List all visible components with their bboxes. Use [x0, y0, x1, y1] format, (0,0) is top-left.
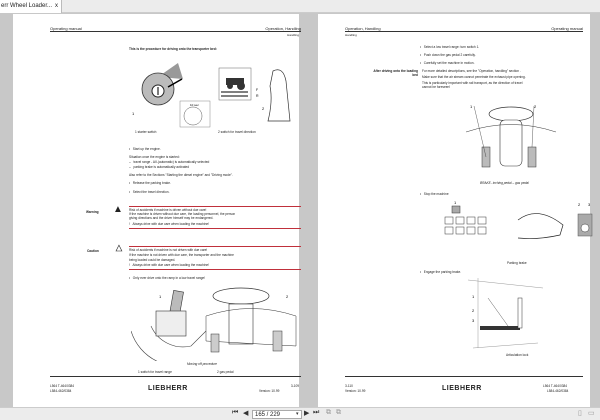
- divider: [129, 269, 301, 270]
- articulation-lock-illustration: [468, 278, 548, 350]
- chevron-down-icon[interactable]: ▾: [296, 411, 299, 417]
- first-page-icon[interactable]: ⏮: [232, 409, 239, 416]
- divider: [129, 206, 301, 207]
- page-left: [13, 14, 299, 407]
- svg-text:1: 1: [454, 200, 457, 205]
- caution-text: Risk of accidents if machine is not driven with due care!: [129, 248, 208, 252]
- version: Version: 10.99: [259, 389, 280, 393]
- step-text: Also refer to the Sections "Starting the diesel engine" and "Driving mode".: [129, 173, 233, 177]
- footer-model: L584-462/0384: [547, 389, 569, 393]
- header-left: Operation, Handling: [345, 26, 381, 31]
- bullet: • Push down the gas pedal 2 carefully.: [420, 53, 476, 57]
- warning-icon: ▲: [113, 204, 123, 215]
- header-right: Operation, Handling: [265, 26, 301, 31]
- viewer-toolbar: [0, 407, 600, 420]
- header-sub: Handling: [287, 33, 299, 37]
- fig-caption: 2 switch for travel direction: [218, 130, 256, 134]
- divider: [129, 228, 301, 229]
- para-text: This is particularly important with rail transport, as the direction of travel: [422, 81, 523, 85]
- fig-title: Moving off procedure: [187, 362, 217, 366]
- para-text: cannot be foreseen!: [422, 85, 451, 89]
- last-page-icon[interactable]: ⏭: [313, 409, 320, 416]
- fig-caption: 1 switch for travel range: [138, 370, 172, 374]
- forward-view-icon[interactable]: ⧉: [336, 409, 341, 416]
- previous-page-icon[interactable]: ◀: [243, 410, 249, 417]
- tab-title: err Wheel Loader...: [1, 3, 53, 9]
- svg-text:1: 1: [159, 294, 162, 299]
- step-dash: – parking brake is automatically activated: [129, 165, 190, 169]
- svg-text:F: F: [256, 88, 259, 92]
- document-tab[interactable]: [0, 0, 62, 13]
- header-sub: Handling: [345, 33, 357, 37]
- caution-text: being loaded could be damaged.: [129, 258, 176, 262]
- next-page-icon[interactable]: ▶: [304, 410, 310, 417]
- fig-caption: 1 starter switch: [135, 130, 157, 134]
- warning-text: ! Always drive with due care when loading the machine!: [129, 222, 210, 226]
- svg-text:3: 3: [588, 202, 591, 207]
- two-page-icon[interactable]: ▭: [588, 410, 595, 417]
- page-header: [345, 26, 583, 32]
- footer-model: L564 T-464/0384: [50, 384, 75, 388]
- liebherr-logo: LIEBHERR: [442, 385, 482, 392]
- divider: [129, 246, 301, 247]
- caution-text: If the machine is not driven with due care, the transporter and the machine: [129, 253, 234, 257]
- single-page-icon[interactable]: ▯: [578, 410, 582, 417]
- fig-caption: Articulation lock: [506, 353, 529, 357]
- page-header: [50, 26, 301, 32]
- step-bullet: • Select the travel direction.: [129, 190, 170, 194]
- footer-rule: [50, 376, 301, 377]
- parking-brake-illustration: [438, 200, 598, 260]
- page-right: [318, 14, 590, 407]
- pedals-illustration: [466, 102, 556, 178]
- svg-text:1: 1: [470, 104, 473, 109]
- timer-label: 10 sec: [190, 103, 199, 107]
- para-text: For more detailed descriptions, see the "Operation, handling" section .: [422, 69, 521, 73]
- version: Version: 10.99: [345, 389, 366, 393]
- travel-direction-illustration: [218, 66, 303, 128]
- svg-text:2: 2: [262, 106, 265, 111]
- warning-text: Risk of accidents if machine is driven without due care!: [129, 208, 207, 212]
- footer-model: L564 T-464/0384: [543, 384, 568, 388]
- svg-text:2: 2: [534, 104, 537, 109]
- ramp-bullet: • Only ever drive onto the ramp in a low travel range!: [129, 276, 206, 280]
- page-number: 3-109: [290, 384, 299, 388]
- starter-switch-illustration: [128, 59, 213, 129]
- back-view-icon[interactable]: ⧉: [326, 409, 331, 416]
- svg-text:R: R: [256, 94, 259, 98]
- fig-caption: Parking brake: [507, 261, 527, 265]
- fig-caption: 2 gas pedal: [217, 370, 234, 374]
- close-tab-icon[interactable]: x: [55, 3, 58, 9]
- footer-rule: [345, 376, 583, 377]
- step-bullet: • Release the parking brake.: [129, 181, 171, 185]
- header-left: Operating manual: [50, 26, 82, 31]
- svg-text:2: 2: [472, 308, 475, 313]
- step-bullet: • Start up the engine.: [129, 147, 161, 151]
- bullet: • Select a low travel range: turn switch 1.: [420, 45, 480, 49]
- caution-label: Caution: [87, 249, 99, 253]
- svg-text:3: 3: [472, 318, 475, 323]
- bullet: • Engage the parking brake.: [420, 270, 462, 274]
- svg-text:1: 1: [472, 294, 475, 299]
- para-text: Make sure that the air stream cannot penetrate the exhaust pipe opening.: [422, 75, 526, 79]
- svg-text:2: 2: [578, 202, 581, 207]
- warning-text: If the machine is driven without due care, the loading personnel, the person: [129, 212, 236, 216]
- warning-text: giving directions and the driver himself may be endangered.: [129, 216, 214, 220]
- page-number-input[interactable]: [252, 410, 302, 419]
- page-indicator: 165 / 229: [255, 412, 281, 418]
- svg-text:2: 2: [286, 294, 289, 299]
- step-text: Situation once the engine is started:: [129, 155, 180, 159]
- header-right: Operating manual: [551, 26, 583, 31]
- side-heading: After driving onto the loading bed: [373, 69, 418, 78]
- bullet: • Carefully set the machine in motion.: [420, 61, 475, 65]
- moving-off-illustration: [131, 286, 301, 361]
- tab-bar: [0, 0, 600, 13]
- bullet: • Stop the machine: [420, 192, 449, 196]
- liebherr-logo: LIEBHERR: [148, 385, 188, 392]
- warning-label: Warning: [86, 210, 99, 214]
- page-number: 3-110: [345, 384, 353, 388]
- caution-icon: ▲: [114, 243, 124, 254]
- step-dash: – travel range - AII-(automatic) is automatically selected: [129, 160, 210, 164]
- intro-text: This is the procedure for driving onto the transporter bed:: [129, 47, 217, 51]
- fig-caption: BRAKE- inching pedal – gas pedal: [480, 181, 529, 185]
- caution-text: ! Always drive with due care when loading the machine!: [129, 263, 210, 267]
- footer-model: L584-462/0384: [50, 389, 72, 393]
- svg-text:1: 1: [132, 111, 135, 116]
